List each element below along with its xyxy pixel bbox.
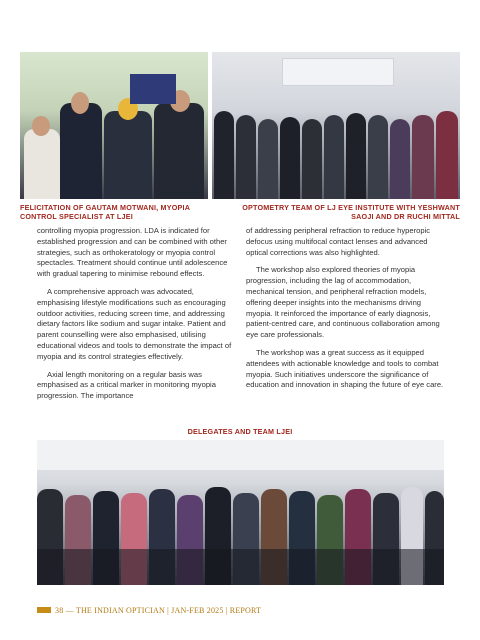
- person-figure: [24, 129, 60, 199]
- person-figure: [280, 117, 300, 199]
- paragraph: controlling myopia progression. LDA is indicated for established progression and can be combined with other strategies, such as orthokeratology or myopia control spectacles. Treatment should continue until adolescence with gradual tapering to minimise rebound effects.: [37, 226, 228, 279]
- person-figure: [436, 111, 458, 199]
- ceiling: [37, 440, 444, 470]
- photo-delegates-group: [37, 440, 444, 585]
- banner-screen: [130, 74, 176, 104]
- caption-felicitation: FELICITATION OF GAUTAM MOTWANI, MYOPIA CONTROL SPECIALIST AT LJEI: [20, 203, 190, 221]
- person-figure: [258, 119, 278, 199]
- person-figure: [60, 103, 102, 199]
- body-column-left: [37, 226, 235, 409]
- paragraph: of addressing peripheral refraction to reduce hyperopic defocus using multifocal contact lenses and advanced optical corrections was also highlighted.: [246, 226, 431, 257]
- front-row: [37, 549, 444, 585]
- backdrop-banner: [282, 58, 394, 86]
- paragraph: A comprehensive approach was advocated, emphasising lifestyle modifications such as encouraging outdoor activities, reducing screen time, and addressing dietary factors like sodium and sugar intake. Patient and parent counselling were also emphasised, utilising educational videos and tools to demonstrate the impact of myopia and its control strategies effectively.: [37, 286, 232, 361]
- person-figure: [368, 115, 388, 199]
- paragraph: Axial length monitoring on a regular basis was emphasised as a critical marker in monitoring myopia progression. The importance: [37, 369, 216, 401]
- person-head: [32, 116, 50, 136]
- paragraph: The workshop was a great success as it equipped attendees with actionable knowledge and tools to combat myopia. Such initiatives underscore the significance of education and innovation in shaping the future of eye care.: [246, 347, 444, 390]
- person-figure: [324, 115, 344, 199]
- caption-delegates: DELEGATES AND TEAM LJEI: [187, 427, 293, 436]
- person-figure: [104, 111, 152, 199]
- person-figure: [346, 113, 366, 199]
- page-footer: [37, 604, 261, 616]
- person-figure: [390, 119, 410, 199]
- person-figure: [154, 103, 204, 199]
- footer-accent-bar: [37, 607, 51, 613]
- person-figure: [412, 115, 434, 199]
- person-figure: [214, 111, 234, 199]
- photo-optometry-team: [212, 52, 460, 199]
- caption-optometry-team: OPTOMETRY TEAM OF LJ EYE INSTITUTE WITH YESHWANT SAOJI AND DR RUCHI MITTAL: [242, 203, 460, 221]
- person-figure: [236, 115, 256, 199]
- body-column-right: [246, 226, 444, 398]
- person-figure: [302, 119, 322, 199]
- photo-felicitation: [20, 52, 208, 199]
- footer-text: 38 — THE INDIAN OPTICIAN | JAN-FEB 2025 | REPORT: [55, 605, 262, 615]
- paragraph: The workshop also explored theories of myopia progression, including the lag of accommodation, mechanical tension, and peripheral refraction models, offering deeper insights into the mechanisms driving myopia. It reinforced the importance of early diagnosis, patient-centred care, and continuous collaboration among eye care professionals.: [246, 265, 440, 340]
- person-head: [71, 92, 89, 114]
